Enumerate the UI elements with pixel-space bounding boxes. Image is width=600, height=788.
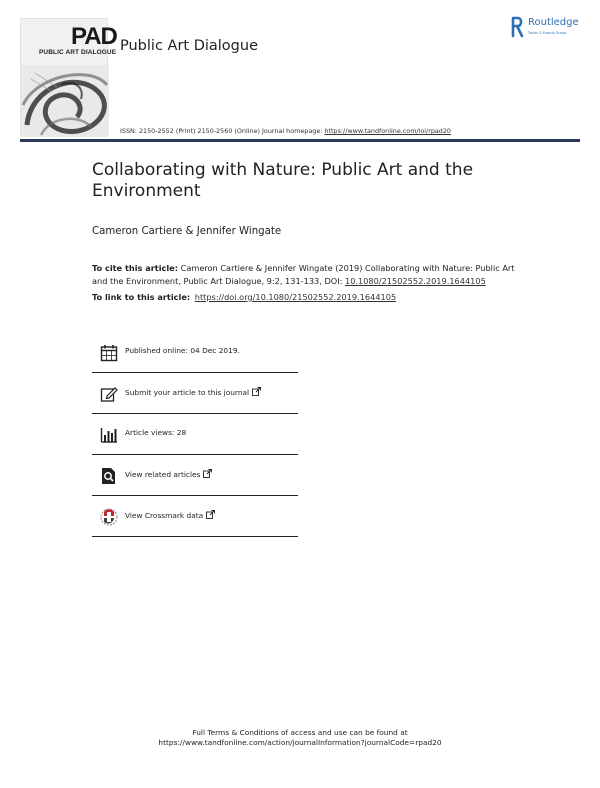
crossmark-row[interactable] [92,496,298,537]
publisher-tagline: Taylor & Francis Group [528,31,567,35]
published-online-label: Published online: 04 Dec 2019. [125,346,240,355]
publisher-name: Routledge [528,17,579,28]
journal-cover-thumbnail [20,18,117,136]
bar-chart-icon [100,426,118,444]
footer-terms-text: Full Terms & Conditions of access and use can be found at [192,728,408,737]
related-articles-row[interactable] [92,455,298,496]
footer [0,728,600,748]
crossmark-label[interactable]: View Crossmark data [125,510,215,520]
external-link-icon [252,387,261,396]
article-link [92,292,396,302]
external-link-icon [203,469,212,478]
cover-artwork [21,65,109,137]
article-title: Collaborating with Nature: Public Art and the Environment [92,160,474,201]
header-rule [20,139,580,142]
article-info-list [92,332,298,537]
link-label: To link to this article: [92,292,191,302]
publisher-logo [510,16,590,42]
issn-line [120,127,451,135]
related-articles-label[interactable]: View related articles [125,469,212,479]
citation [92,262,522,287]
journal-name: Public Art Dialogue [120,38,258,54]
doi-url-link[interactable]: https://doi.org/10.1080/21502552.2019.1644105 [194,292,397,302]
article-views-label: Article views: 28 [125,428,187,437]
routledge-r-icon [510,16,524,38]
article-views-row [92,414,298,455]
cite-text: Cameron Cartiere & Jennifer Wingate (2019) Collaborating with Nature: Public Art and the Environment, Public Art Dialogue, 9:2, 131-133, DOI: [92,263,515,286]
crossmark-icon [100,508,118,526]
cite-doi-link[interactable]: 10.1080/21502552.2019.1644105 [344,275,486,286]
article-authors: Cameron Cartiere & Jennifer Wingate [92,226,282,237]
submit-pencil-icon [100,385,118,403]
submit-article-row[interactable] [92,373,298,414]
cite-label: To cite this article: [92,263,178,273]
issn-text: ISSN: 2150-2552 (Print) 2150-2560 (Online) Journal homepage: [120,127,325,135]
cover-logo: PAD [71,23,117,50]
published-online-row [92,332,298,373]
related-search-icon [100,467,118,485]
cover-subtitle: PUBLIC ART DIALOGUE [39,49,117,56]
journal-homepage-link[interactable]: https://www.tandfonline.com/loi/rpad20 [324,127,451,135]
submit-article-label[interactable]: Submit your article to this journal [125,387,261,397]
external-link-icon [206,510,215,519]
footer-terms-url[interactable]: https://www.tandfonline.com/action/journalInformation?journalCode=rpad20 [158,738,442,747]
calendar-icon [100,344,118,362]
